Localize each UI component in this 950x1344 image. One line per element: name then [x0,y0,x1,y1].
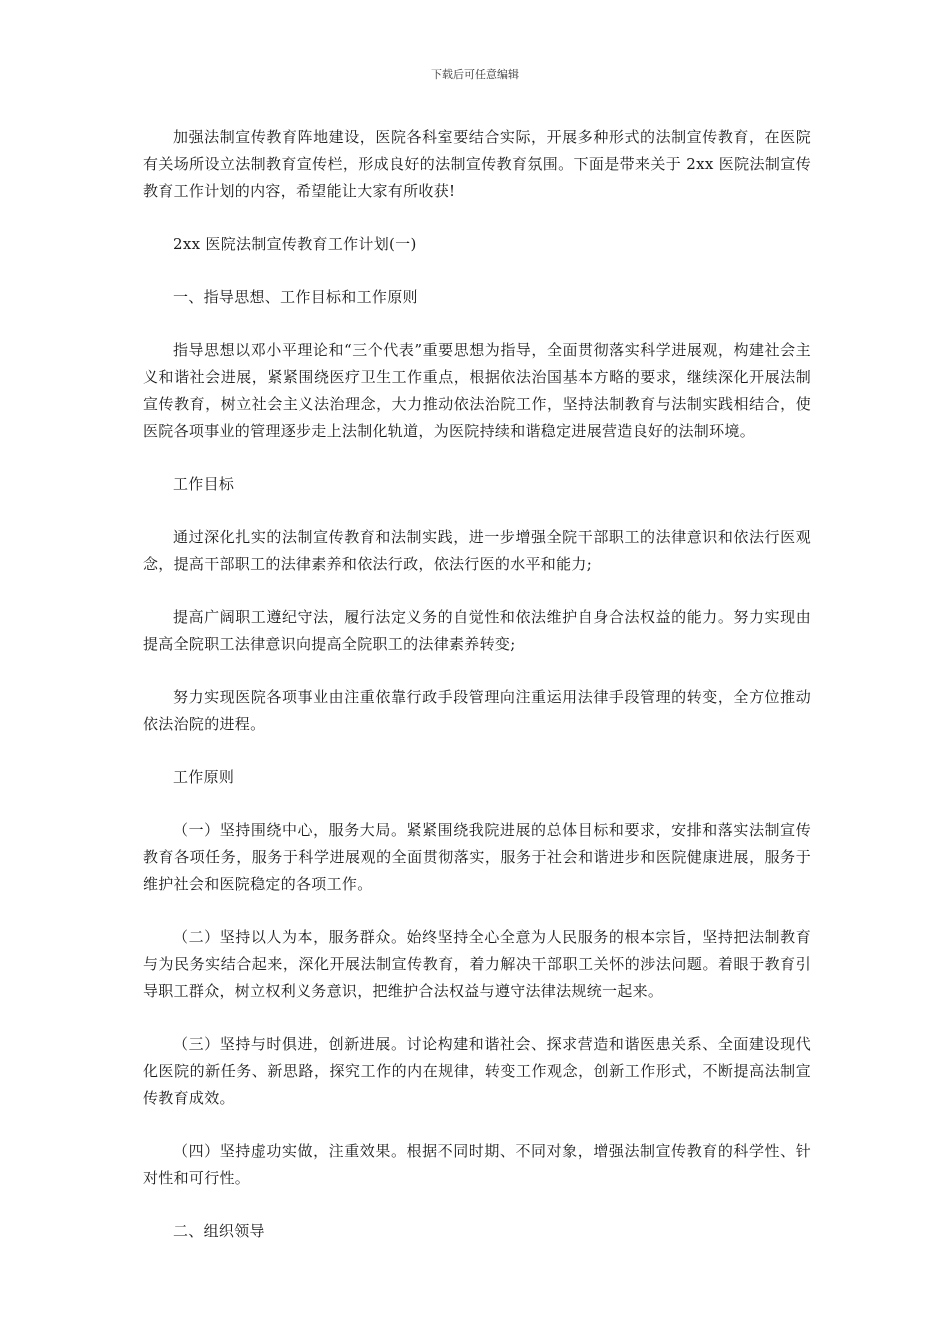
document-body [143,124,811,1271]
principles-heading: 工作原则 [173,768,235,786]
principle-paragraph-1: （一）坚持围绕中心，服务大局。紧紧围绕我院进展的总体目标和要求，安排和落实法制宣传教育各项任务，服务于科学进展观的全面贯彻落实，服务于社会和谐进步和医院健康进展，服务于维护社会和医院稳定的各项工作。 [143,821,811,893]
principle-paragraph-2: （二）坚持以人为本，服务群众。始终坚持全心全意为人民服务的根本宗旨，坚持把法制教育与为民务实结合起来，深化开展法制宣传教育，着力解决干部职工关怀的涉法问题。着眼于教育引导职工群众，树立权利义务意识，把维护合法权益与遵守法律法规统一起来。 [143,928,811,1000]
goal-paragraph-2: 提高广阔职工遵纪守法，履行法定义务的自觉性和依法维护自身合法权益的能力。努力实现由提高全院职工法律意识向提高全院职工的法律素养转变; [143,608,811,653]
goals-heading: 工作目标 [173,475,235,493]
intro-paragraph: 加强法制宣传教育阵地建设，医院各科室要结合实际，开展多种形式的法制宣传教育，在医院有关场所设立法制教育宣传栏，形成良好的法制宣传教育氛围。下面是带来关于 2xx 医院法制宣传教育工作计划的内容，希望能让大家有所收获! [143,128,811,200]
goal-paragraph-1: 通过深化扎实的法制宣传教育和法制实践，进一步增强全院干部职工的法律意识和依法行医观念，提高干部职工的法律素养和依法行政，依法行医的水平和能力; [143,528,811,573]
section-2-heading: 二、组织领导 [173,1222,265,1240]
principle-paragraph-3: （三）坚持与时俱进，创新进展。讨论构建和谐社会、探求营造和谐医患关系、全面建设现代化医院的新任务、新思路，探究工作的内在规律，转变工作观念，创新工作形式，不断提高法制宣传教育成效。 [143,1035,811,1107]
guiding-thought-paragraph: 指导思想以邓小平理论和“三个代表”重要思想为指导，全面贯彻落实科学进展观，构建社会主义和谐社会进展，紧紧围绕医疗卫生工作重点，根据依法治国基本方略的要求，继续深化开展法制宣传教育，树立社会主义法治理念，大力推动依法治院工作，坚持法制教育与法制实践相结合，使医院各项事业的管理逐步走上法制化轨道，为医院持续和谐稳定进展营造良好的法制环境。 [143,341,811,440]
principle-paragraph-4: （四）坚持虚功实做，注重效果。根据不同时期、不同对象，增强法制宣传教育的科学性、针对性和可行性。 [143,1142,811,1187]
page-header-note: 下载后可任意编辑 [431,68,519,81]
goal-paragraph-3: 努力实现医院各项事业由注重依靠行政手段管理向注重运用法律手段管理的转变，全方位推动依法治院的进程。 [143,688,811,733]
plan-title: 2xx 医院法制宣传教育工作计划(一) [173,235,417,253]
section-1-heading: 一、指导思想、工作目标和工作原则 [173,288,418,306]
